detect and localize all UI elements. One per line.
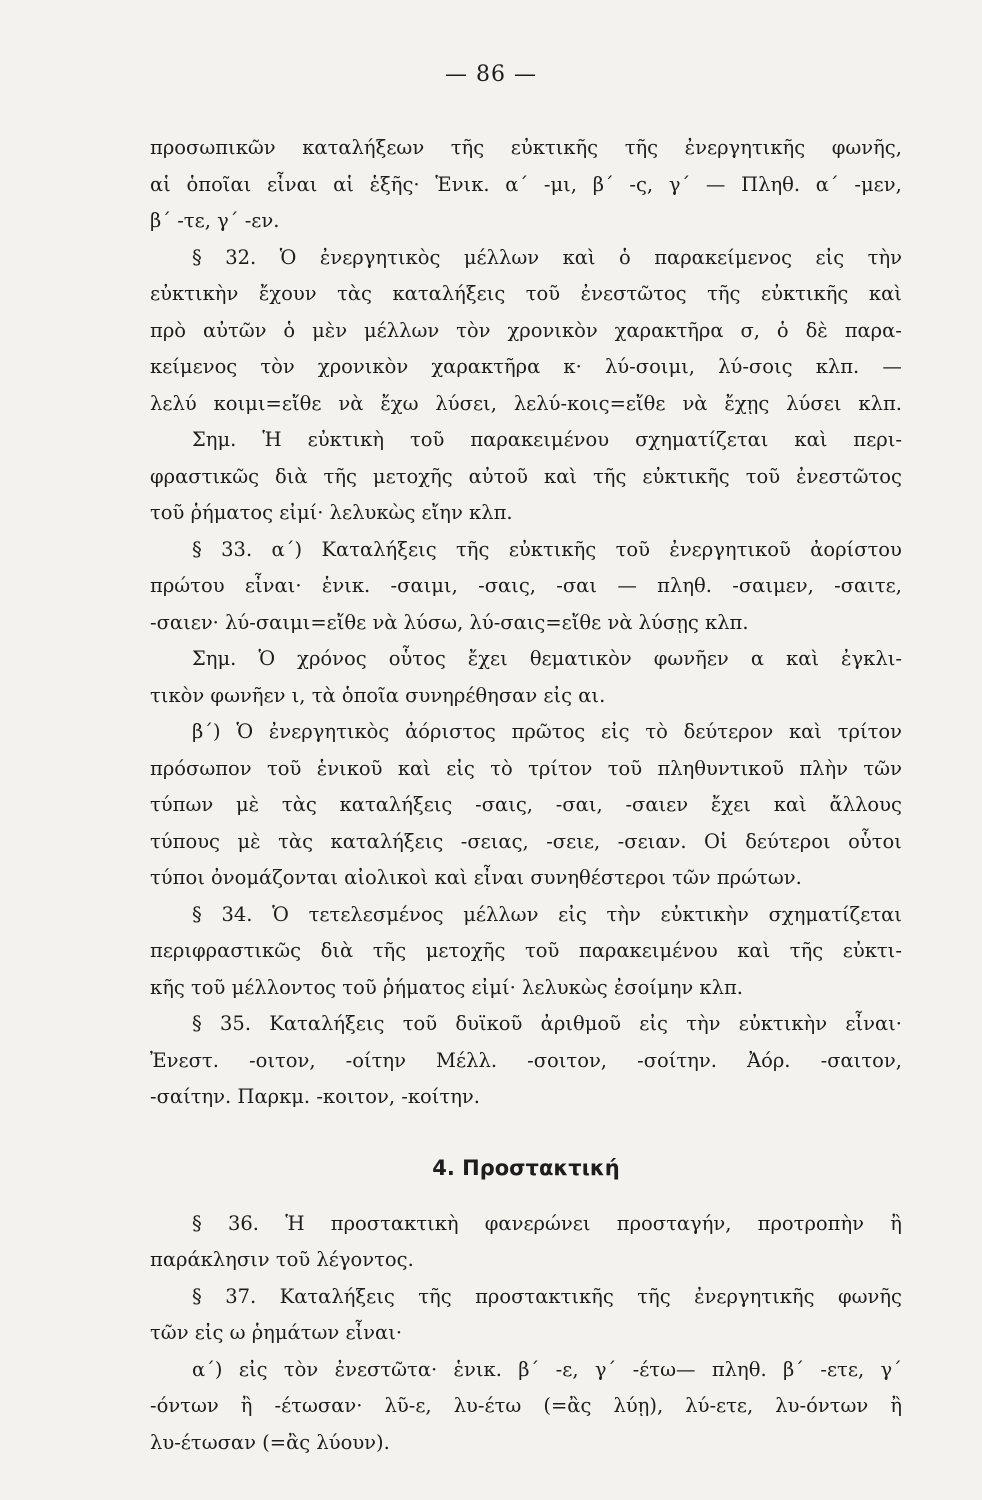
text-line: Σημ. Ὁ χρόνος οὗτος ἔχει θεματικὸν φωνῆεν α καὶ ἐγκλι- <box>192 647 902 670</box>
text-line: § 34. Ὁ τετελεσμένος μέλλων εἰς τὴν εὐκτικὴν σχηματίζεται <box>192 902 902 926</box>
text-line: εὐκτικὴν ἔχουν τὰς καταλήξεις τοῦ ἐνεστῶτος τῆς εὐκτικῆς καὶ <box>150 282 902 305</box>
text-line: β΄ -τε, γ΄ -εν. <box>150 209 280 232</box>
text-line: § 36. Ἡ προστακτικὴ φανερώνει προσταγήν, προτροπὴν ἢ <box>192 1211 902 1235</box>
text-line: τύπους μὲ τὰς καταλήξεις -σειας, -σειε, -σειαν. Οἱ δεύτεροι οὗτοι <box>150 829 902 853</box>
text-line: πρόσωπον τοῦ ἑνικοῦ καὶ εἰς τὸ τρίτον τοῦ πληθυντικοῦ πλὴν τῶν <box>150 756 902 780</box>
body-text <box>150 130 902 1461</box>
text-line: § 37. Καταλήξεις τῆς προστακτικῆς τῆς ἐνεργητικῆς φωνῆς <box>192 1284 902 1308</box>
text-line: § 33. α΄) Καταλήξεις τῆς εὐκτικῆς τοῦ ἐνεργητικοῦ ἀορίστου <box>192 537 902 561</box>
text-line: κείμενος τὸν χρονικὸν χαρακτῆρα κ· λύ-σοιμι, λύ-σοις κλπ. — <box>150 355 902 378</box>
text-line: τύπων μὲ τὰς καταλήξεις -σαις, -σαι, -σαιεν ἔχει καὶ ἄλλους <box>150 793 902 816</box>
text-line: α΄) εἰς τὸν ἐνεστῶτα· ἑνικ. β΄ -ε, γ΄ -έτω— πληθ. β΄ -ετε, γ΄ <box>192 1357 902 1381</box>
text-line: λυ-έτωσαν (=ἂς λύουν). <box>150 1430 390 1454</box>
spacer <box>150 1116 902 1130</box>
text-line: τῶν εἰς ω ῥημάτων εἶναι· <box>150 1321 403 1344</box>
text-line: Ἐνεστ. -οιτον, -οίτην Μέλλ. -σοιτον, -σοίτην. Ἀόρ. -σαιτον, <box>150 1048 902 1072</box>
text-line: β΄) Ὁ ἐνεργητικὸς ἀόριστος πρῶτος εἰς τὸ δεύτερον καὶ τρίτον <box>192 720 902 743</box>
text-line: περιφραστικῶς διὰ τῆς μετοχῆς τοῦ παρακειμένου καὶ τῆς εὐκτι- <box>150 939 902 962</box>
text-line: κῆς τοῦ μέλλοντος τοῦ ῥήματος εἰμί· λελυκὼς ἐσοίμην κλπ. <box>150 975 743 999</box>
text-line: -σαίτην. Παρκμ. -κοιτον, -κοίτην. <box>150 1085 480 1108</box>
text-line: προσωπικῶν καταλήξεων τῆς εὐκτικῆς τῆς ἐνεργητικῆς φωνῆς, <box>150 136 902 159</box>
text-line: Σημ. Ἡ εὐκτικὴ τοῦ παρακειμένου σχηματίζεται καὶ περι- <box>192 428 902 451</box>
text-line: § 35. Καταλήξεις τοῦ δυϊκοῦ ἀριθμοῦ εἰς τὴν εὐκτικὴν εἶναι· <box>192 1012 902 1035</box>
text-line: πρώτου εἶναι· ἑνικ. -σαιμι, -σαις, -σαι — πληθ. -σαιμεν, -σαιτε, <box>150 574 902 597</box>
page-number: — 86 — <box>445 62 537 87</box>
text-line: τικὸν φωνῆεν ι, τὰ ὁποῖα συνηρέθησαν εἰς αι. <box>150 683 606 707</box>
text-line: τύποι ὀνομάζονται αἰολικοὶ καὶ εἶναι συνηθέστεροι τῶν πρώτων. <box>150 866 802 889</box>
text-line: φραστικῶς διὰ τῆς μετοχῆς αὐτοῦ καὶ τῆς εὐκτικῆς τοῦ ἐνεστῶτος <box>150 464 902 488</box>
paragraph-block-1 <box>150 130 902 1116</box>
text-line: § 32. Ὁ ἐνεργητικὸς μέλλων καὶ ὁ παρακείμενος εἰς τὴν <box>192 245 902 269</box>
text-line: αἱ ὁποῖαι εἶναι αἱ ἑξῆς· Ἑνικ. α΄ -μι, β΄ -ς, γ΄ — Πληθ. α΄ -μεν, <box>150 172 902 196</box>
text-line: λελύ κοιμι=εἴθε νὰ ἔχω λύσει, λελύ-κοις=εἴθε νὰ ἔχῃς λύσει κλπ. <box>150 391 902 415</box>
section-heading: 4. Προστακτική <box>432 1155 620 1180</box>
text-line: πρὸ αὐτῶν ὁ μὲν μέλλων τὸν χρονικὸν χαρακτῆρα σ, ὁ δὲ παρα- <box>150 318 902 342</box>
text-line: -σαιεν· λύ-σαιμι=εἴθε νὰ λύσω, λύ-σαις=εἴθε νὰ λύσῃς κλπ. <box>150 610 749 634</box>
text-line: παράκλησιν τοῦ λέγοντος. <box>150 1248 414 1271</box>
paragraph-block-2 <box>150 1206 902 1462</box>
text-line: τοῦ ῥήματος εἰμί· λελυκὼς εἴην κλπ. <box>150 501 513 524</box>
text-line: -όντων ἢ -έτωσαν· λῦ-ε, λυ-έτω (=ἂς λύῃ), λύ-ετε, λυ-όντων ἢ <box>150 1394 902 1417</box>
